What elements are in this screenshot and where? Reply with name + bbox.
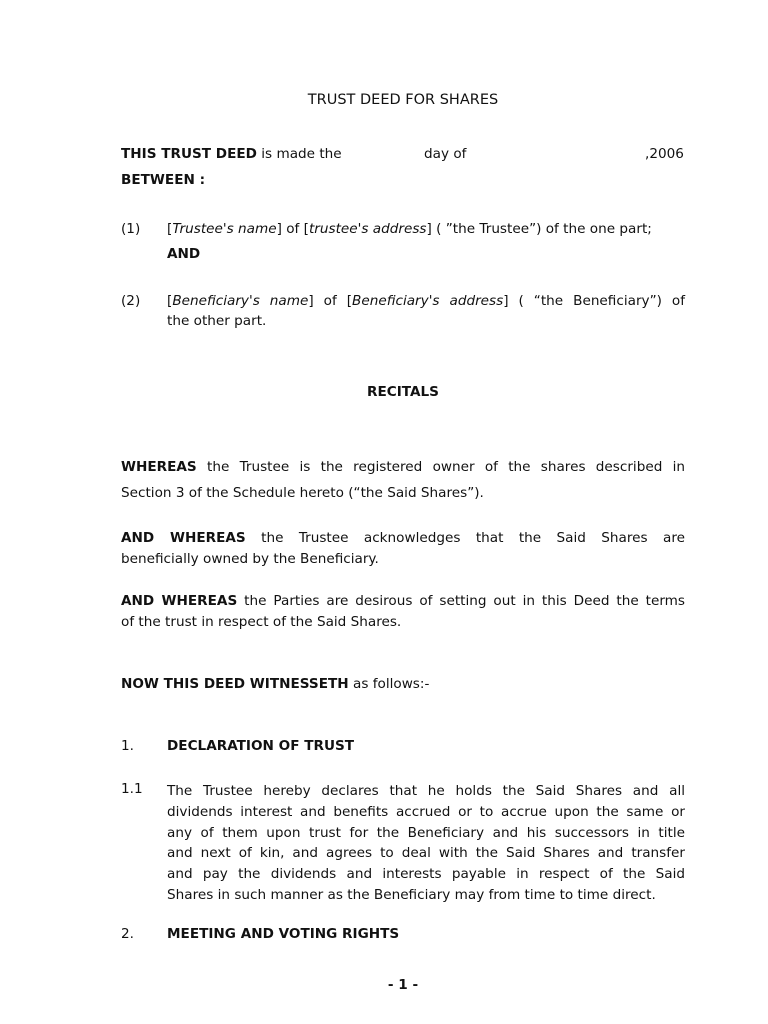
party-1-line: [Trustee's name] of [trustee's address] ( ”the Trustee”) of the one part; xyxy=(167,221,652,237)
intro-lead xyxy=(121,146,342,162)
recital-3-line-2: of the trust in respect of the Said Shares. xyxy=(121,614,402,630)
party-and: AND xyxy=(167,246,201,262)
party-2-rest: ] ( “the Beneficiary”) of xyxy=(503,293,686,309)
party-2-name: Beneficiary's name xyxy=(172,293,309,309)
witnesseth-bold: NOW THIS DEED WITNESSETH xyxy=(121,676,349,692)
section-1-heading: DECLARATION OF TRUST xyxy=(167,738,355,754)
section-2-heading: MEETING AND VOTING RIGHTS xyxy=(167,926,400,942)
recitals-heading: RECITALS xyxy=(367,384,439,400)
witnesseth-rest: as follows:- xyxy=(352,676,430,692)
party-1-number: (1) xyxy=(121,221,141,237)
clause-1-1-line-3: any of them upon trust for the Beneficiary and his successors in title xyxy=(167,824,685,841)
intro-between: BETWEEN : xyxy=(121,172,206,188)
party-1-rest: ] ( ”the Trustee”) of the one part; xyxy=(426,221,652,237)
party-2-line: [Beneficiary's name] of [Beneficiary's address] ( “the Beneficiary”) of xyxy=(167,293,686,309)
intro-year: ,2006 xyxy=(645,146,684,162)
document-title: TRUST DEED FOR SHARES xyxy=(307,92,499,108)
intro-day-of: day of xyxy=(424,146,467,162)
clause-1-1-line-4: and next of kin, and agrees to deal with the Said Shares and transfer xyxy=(167,845,685,862)
recital-3-line-1: AND WHEREAS the Parties are desirous of setting out in this Deed the terms xyxy=(121,593,685,609)
recital-2 xyxy=(121,530,685,546)
party-1-of: ] of [ xyxy=(276,221,309,237)
clause-1-1-line-6: Shares in such manner as the Beneficiary may from time to time direct. xyxy=(167,886,656,903)
section-1-number: 1. xyxy=(121,738,134,754)
section-2-number: 2. xyxy=(121,926,134,942)
party-2-line-2: the other part. xyxy=(167,313,267,329)
page-number: - 1 - xyxy=(387,977,419,993)
clause-1-1-line-1: The Trustee hereby declares that he holds the Said Shares and all xyxy=(167,783,685,799)
clause-1-1-text xyxy=(167,781,685,906)
recital-2-line-2: beneficially owned by the Beneficiary. xyxy=(121,551,379,567)
party-2-number: (2) xyxy=(121,293,141,309)
clause-1-1-number: 1.1 xyxy=(121,781,143,797)
recital-3 xyxy=(121,593,685,609)
recital-2-line-1: AND WHEREAS the Trustee acknowledges that the Said Shares are xyxy=(121,530,685,546)
intro-lead-bold: THIS TRUST DEED xyxy=(121,146,257,162)
intro-made-the: is made the xyxy=(261,146,342,162)
recital-1-line-1: WHEREAS the Trustee is the registered owner of the shares described in xyxy=(121,459,685,475)
clause-1-1-line-5: and pay the dividends and interests payable in respect of the Said xyxy=(167,866,685,883)
recital-1-line-2: Section 3 of the Schedule hereto (“the Said Shares”). xyxy=(121,485,484,501)
party-1-address: trustee's address xyxy=(308,221,427,237)
witnesseth-line xyxy=(121,676,429,692)
party-2-of: ] of [ xyxy=(308,293,353,309)
party-2-address: Beneficiary's address xyxy=(352,293,504,309)
party-1-name: Trustee's name xyxy=(172,221,277,237)
clause-1-1-line-2: dividends interest and benefits accrued or to accrue upon the same or xyxy=(167,803,685,820)
recital-1 xyxy=(121,459,685,475)
